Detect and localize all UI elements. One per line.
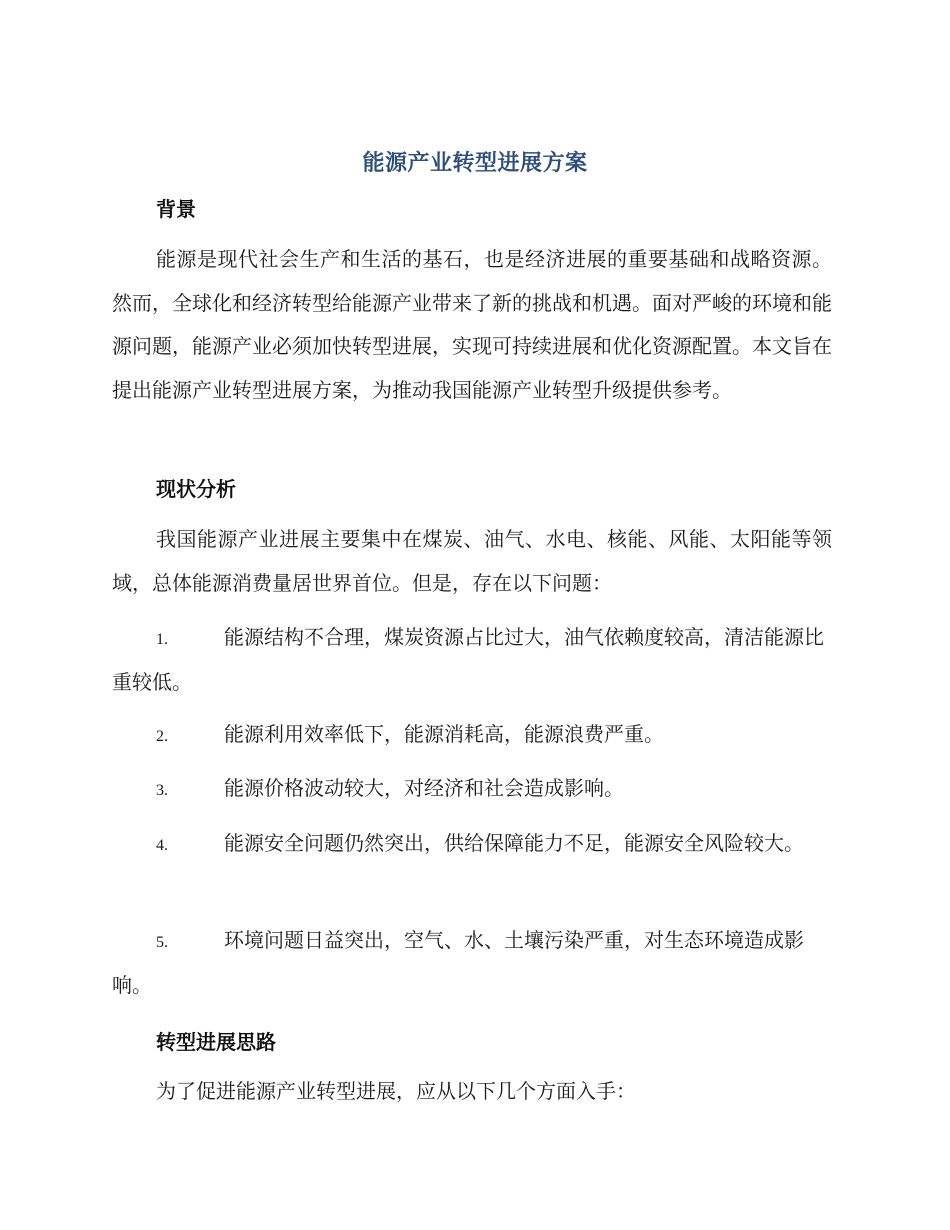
- list-item-number: 2.: [156, 728, 168, 745]
- list-item: [112, 713, 834, 758]
- section-heading-status-analysis: 现状分析: [156, 477, 236, 501]
- section-heading-transformation-approach: 转型进展思路: [156, 1030, 276, 1054]
- background-paragraph: 能源是现代社会生产和生活的基石，也是经济进展的重要基础和战略资源。然而，全球化和经济转型给能源产业带来了新的挑战和机遇。面对严峻的环境和能源问题，能源产业必须加快转型进展，实现可持续进展和优化资源配置。本文旨在提出能源产业转型进展方案，为推动我国能源产业转型升级提供参考。: [112, 247, 832, 402]
- list-item-text: 能源价格波动较大，对经济和社会造成影响。: [224, 776, 624, 800]
- list-item-number: 3.: [156, 782, 168, 799]
- transformation-approach-paragraph: 为了促进能源产业转型进展，应从以下几个方面入手：: [156, 1079, 636, 1103]
- list-item: [112, 822, 834, 867]
- list-item-text: 能源安全问题仍然突出，供给保障能力不足，能源安全风险较大。: [224, 831, 804, 855]
- status-analysis-paragraph: 我国能源产业进展主要集中在煤炭、油气、水电、核能、风能、太阳能等领域，总体能源消费量居世界首位。但是，存在以下问题：: [112, 527, 832, 595]
- list-item-number: 4.: [156, 837, 168, 854]
- document-title: 能源产业转型进展方案: [362, 151, 588, 176]
- list-item-text: 能源利用效率低下，能源消耗高，能源浪费严重。: [224, 722, 664, 746]
- list-item: [112, 616, 834, 704]
- list-item: [112, 919, 834, 1007]
- list-item-number: 1.: [156, 631, 168, 648]
- list-item-text: 能源结构不合理，煤炭资源占比过大，油气依赖度较高，清洁能源比重较低。: [112, 625, 824, 694]
- list-item-text: 环境问题日益突出，空气、水、土壤污染严重，对生态环境造成影响。: [112, 928, 804, 997]
- list-item: [112, 767, 834, 812]
- section-heading-background: 背景: [156, 197, 196, 221]
- list-item-number: 5.: [156, 934, 168, 951]
